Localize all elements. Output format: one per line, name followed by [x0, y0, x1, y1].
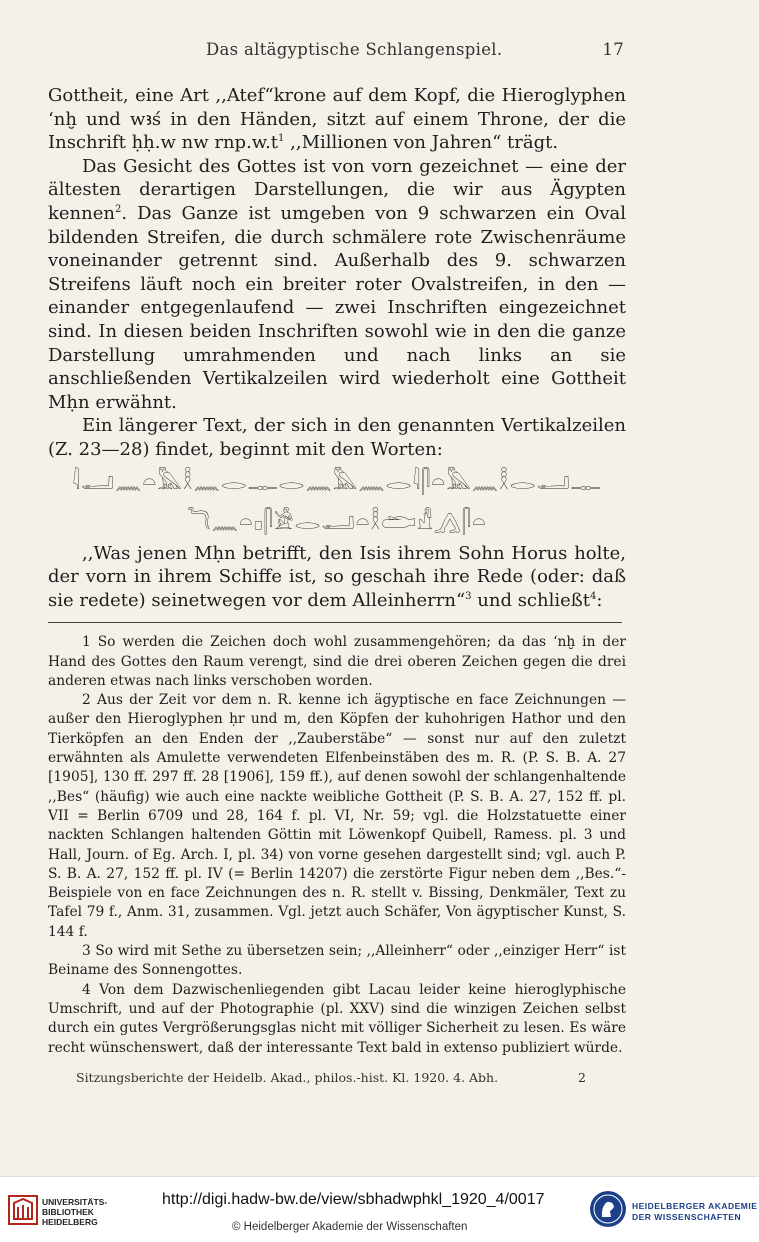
main-text	[48, 84, 626, 1058]
running-title: Das altägyptische Schlangenspiel.	[206, 40, 503, 59]
library-name-line-3: HEIDELBERG	[42, 1217, 98, 1227]
viewer-bottom-bar	[0, 1176, 759, 1242]
hieroglyph-line-2: 𓆓𓈖𓏏𓊪𓋴𓀀𓂋𓂝𓏏𓎛𓂧𓀭𓂻𓋴𓏏	[187, 509, 487, 535]
page-number: 17	[602, 40, 624, 59]
academy-name-line-1: HEIDELBERGER AKADEMIE	[632, 1201, 758, 1211]
paragraph-4	[48, 542, 626, 613]
university-library-logo-icon[interactable]	[8, 1195, 38, 1225]
academy-seal-icon[interactable]	[588, 1189, 628, 1229]
paragraph-4-text-b: und schließt	[471, 589, 591, 611]
paragraph-2	[48, 155, 626, 415]
permalink-url[interactable]: http://digi.hadw-bw.de/view/sbhadwphkl_1920_4/0017	[162, 1191, 545, 1208]
footnote-divider	[48, 622, 622, 623]
footnote-1: 1 So werden die Zeichen doch wohl zusammengehören; da das ‘nḫ in der Hand des Gottes den Raum verengt, sind die drei oberen Zeichen gegen die drei anderen etwas nach links verschoben worden.	[48, 634, 626, 689]
footnotes	[48, 633, 626, 1058]
footnote-ref-1[interactable]: 1	[278, 133, 285, 145]
paragraph-4-text-c: :	[596, 589, 603, 611]
academy-name-line-2: DER WISSENSCHAFTEN	[632, 1212, 742, 1222]
page-footer	[76, 1070, 586, 1085]
copyright-notice: © Heidelberger Akademie der Wissenschaften	[232, 1221, 468, 1233]
footnote-3: 3 So wird mit Sethe zu übersetzen sein; ,,Alleinherr“ oder ,,einziger Herr“ ist Beiname des Sonnengottes.	[48, 943, 626, 979]
footnote-ref-4[interactable]: 4	[590, 590, 597, 602]
academy-name	[632, 1201, 757, 1223]
paragraph-1	[48, 84, 626, 155]
footnote-2: 2 Aus der Zeit vor dem n. R. kenne ich ägyptische en face Zeichnungen — außer den Hieroglyphen ḥr und m, den Köpfen der kuhohrigen Hathor und den Tierköpfen an den Enden der ,,Zauberstäbe“ — sonst nur auf den zuletzt erwähnten als Amulette verwendeten Elfenbeinstäben des m. R. (P. S. B. A. 27 [1905], 130 ff. 297 ff. 28 [1906], 159 ff.), auf denen sowohl der schlangenhaltende ,,Bes“ (häufig) wie auch eine nackte weibliche Gottheit (P. S. B. A. 27, 152 ff. pl. VII = Berlin 6709 und 28, 164 f. pl. VI, Nr. 59; vgl. die Holzstatuette einer nackten Schlangen haltenden Göttin mit Löwenkopf Quibell, Ramess. pl. 3 und Hall, Journ. of Eg. Arch. I, pl. 34) von vorne gesehen dargestellt sind; vgl. auch P. S. B. A. 27, 152 ff. pl. IV (= Berlin 14207) die zerstörte Figur neben dem ,,Bes.“-Beispiele von en face Zeichnungen des n. R. stellt v. Bissing, Denkmäler, Text zu Tafel 79 f., Anm. 31, zusammen. Vgl. jetzt auch Schäfer, Von ägyptischer Kunst, S. 144 f.	[48, 692, 626, 940]
paragraph-2-text-a: Das Gesicht des Gottes ist von vorn gezeichnet — eine der ältesten derartigen Darstellungen, die wir aus Ägypten kennen	[48, 155, 626, 224]
hieroglyph-line-1: 𓇋𓂝𓈖𓏏𓅓𓎛𓈖𓂋𓊃𓂋𓈖𓅓𓈖𓂋𓇋𓋴𓏏𓅓𓈖𓎛𓂋𓂝𓊃	[72, 469, 602, 495]
library-name-line-1: UNIVERSITÄTS-	[42, 1197, 108, 1207]
signature-mark: 2	[578, 1070, 586, 1085]
footnote-ref-3[interactable]: 3	[465, 590, 472, 602]
footnote-4: 4 Von dem Dazwischenliegenden gibt Lacau leider keine hieroglyphische Umschrift, und auf der Photographie (pl. XXV) sind die winzigen Zeichen selbst durch ein gutes Vergrößerungsglas nicht mit völliger Sicherheit zu lesen. Es wäre recht wünschenswert, daß der interessante Text bald in extenso publiziert würde.	[48, 981, 626, 1056]
paragraph-4-text-a: ,,Was jenen Mḥn betrifft, den Isis ihrem Sohn Horus holte, der vorn in ihrem Schiffe ist, so geschah ihre Rede (oder: daß sie redete) seinetwegen vor dem Alleinherrn“	[48, 542, 626, 611]
paragraph-3: Ein längerer Text, der sich in den genannten Vertikalzeilen (Z. 23—28) findet, beginnt mit den Worten:	[48, 415, 626, 460]
library-name	[42, 1197, 107, 1227]
paragraph-1-text-b: ,,Millionen von Jahren“ trägt.	[284, 132, 559, 154]
paragraph-1-text-a: Gottheit, eine Art ,,Atef“krone auf dem Kopf, die Hieroglyphen ‘nḫ und wꜣś in den Händen, sitzt auf einem Throne, der die Inschrift ḥḥ.w nw rnp.w.t	[48, 85, 626, 154]
library-name-line-2: BIBLIOTHEK	[42, 1207, 94, 1217]
paragraph-2-text-b: . Das Ganze ist umgeben von 9 schwarzen ein Oval bildenden Streifen, die durch schmälere rote Zwischenräume voneinander getrennt sind. Außerhalb des 9. schwarzen Streifens läuft noch ein breiter roter Ovalstreifen, in den — einander entgegenlaufend — zwei Inschriften eingezeichnet sind. In diesen beiden Inschriften sowohl wie in den die ganze Darstellung umrahmenden und nach links an sie anschließenden Vertikalzeilen wird wiederholt eine Gottheit Mḥn erwähnt.	[48, 202, 626, 413]
footnote-ref-2[interactable]: 2	[115, 203, 122, 215]
series-line: Sitzungsberichte der Heidelb. Akad., philos.-hist. Kl. 1920. 4. Abh.	[76, 1070, 499, 1085]
